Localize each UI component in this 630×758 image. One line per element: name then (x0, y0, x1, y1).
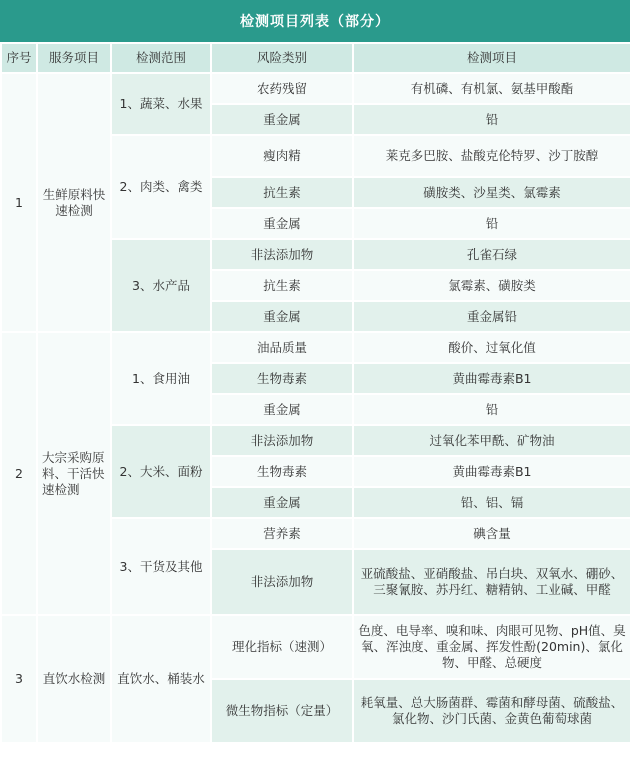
item-cell: 黄曲霉毒素B1 (353, 363, 630, 394)
item-cell: 氯霉素、磺胺类 (353, 270, 630, 301)
header-item: 检测项目 (353, 43, 630, 73)
risk-cell: 瘦肉精 (211, 135, 353, 177)
row-no: 2 (1, 332, 37, 615)
service-name: 大宗采购原料、干活快速检测 (37, 332, 111, 615)
range-name: 直饮水、桶装水 (111, 615, 211, 743)
item-cell: 铅、铝、镉 (353, 487, 630, 518)
item-cell: 黄曲霉毒素B1 (353, 456, 630, 487)
range-name: 2、大米、面粉 (111, 425, 211, 518)
risk-cell: 油品质量 (211, 332, 353, 363)
row-no: 1 (1, 73, 37, 332)
risk-cell: 农药残留 (211, 73, 353, 104)
item-cell: 亚硫酸盐、亚硝酸盐、吊白块、双氧水、硼砂、三聚氰胺、苏丹红、糖精钠、工业碱、甲醛 (353, 549, 630, 615)
range-name: 3、干货及其他 (111, 518, 211, 615)
risk-cell: 重金属 (211, 104, 353, 135)
risk-cell: 抗生素 (211, 270, 353, 301)
header-service: 服务项目 (37, 43, 111, 73)
item-cell: 磺胺类、沙星类、氯霉素 (353, 177, 630, 208)
header-no: 序号 (1, 43, 37, 73)
risk-cell: 非法添加物 (211, 549, 353, 615)
risk-cell: 抗生素 (211, 177, 353, 208)
range-name: 3、水产品 (111, 239, 211, 332)
range-name: 1、食用油 (111, 332, 211, 425)
risk-cell: 非法添加物 (211, 425, 353, 456)
risk-cell: 微生物指标（定量） (211, 679, 353, 743)
item-cell: 莱克多巴胺、盐酸克伦特罗、沙丁胺醇 (353, 135, 630, 177)
item-cell: 酸价、过氧化值 (353, 332, 630, 363)
item-cell: 铅 (353, 394, 630, 425)
item-cell: 铅 (353, 208, 630, 239)
item-cell: 耗氧量、总大肠菌群、霉菌和酵母菌、硫酸盐、氯化物、沙门氏菌、金黄色葡萄球菌 (353, 679, 630, 743)
service-name: 生鲜原料快速检测 (37, 73, 111, 332)
risk-cell: 重金属 (211, 208, 353, 239)
inspection-table (0, 42, 630, 744)
table-row (1, 332, 630, 363)
header-row (1, 43, 630, 73)
table-title: 检测项目列表（部分） (0, 0, 630, 42)
risk-cell: 非法添加物 (211, 239, 353, 270)
item-cell: 有机磷、有机氯、氨基甲酸酯 (353, 73, 630, 104)
risk-cell: 生物毒素 (211, 363, 353, 394)
item-cell: 色度、电导率、嗅和味、肉眼可见物、pH值、臭氧、浑浊度、重金属、挥发性酚(20min)、氯化物、甲醛、总硬度 (353, 615, 630, 679)
risk-cell: 理化指标（速测） (211, 615, 353, 679)
row-no: 3 (1, 615, 37, 743)
item-cell: 铅 (353, 104, 630, 135)
header-range: 检测范围 (111, 43, 211, 73)
table-row (1, 615, 630, 679)
risk-cell: 重金属 (211, 487, 353, 518)
item-cell: 碘含量 (353, 518, 630, 549)
header-risk: 风险类别 (211, 43, 353, 73)
risk-cell: 营养素 (211, 518, 353, 549)
service-name: 直饮水检测 (37, 615, 111, 743)
risk-cell: 重金属 (211, 301, 353, 332)
range-name: 1、蔬菜、水果 (111, 73, 211, 135)
item-cell: 过氧化苯甲酰、矿物油 (353, 425, 630, 456)
range-name: 2、肉类、禽类 (111, 135, 211, 239)
risk-cell: 重金属 (211, 394, 353, 425)
risk-cell: 生物毒素 (211, 456, 353, 487)
table-row (1, 73, 630, 104)
item-cell: 重金属铅 (353, 301, 630, 332)
item-cell: 孔雀石绿 (353, 239, 630, 270)
